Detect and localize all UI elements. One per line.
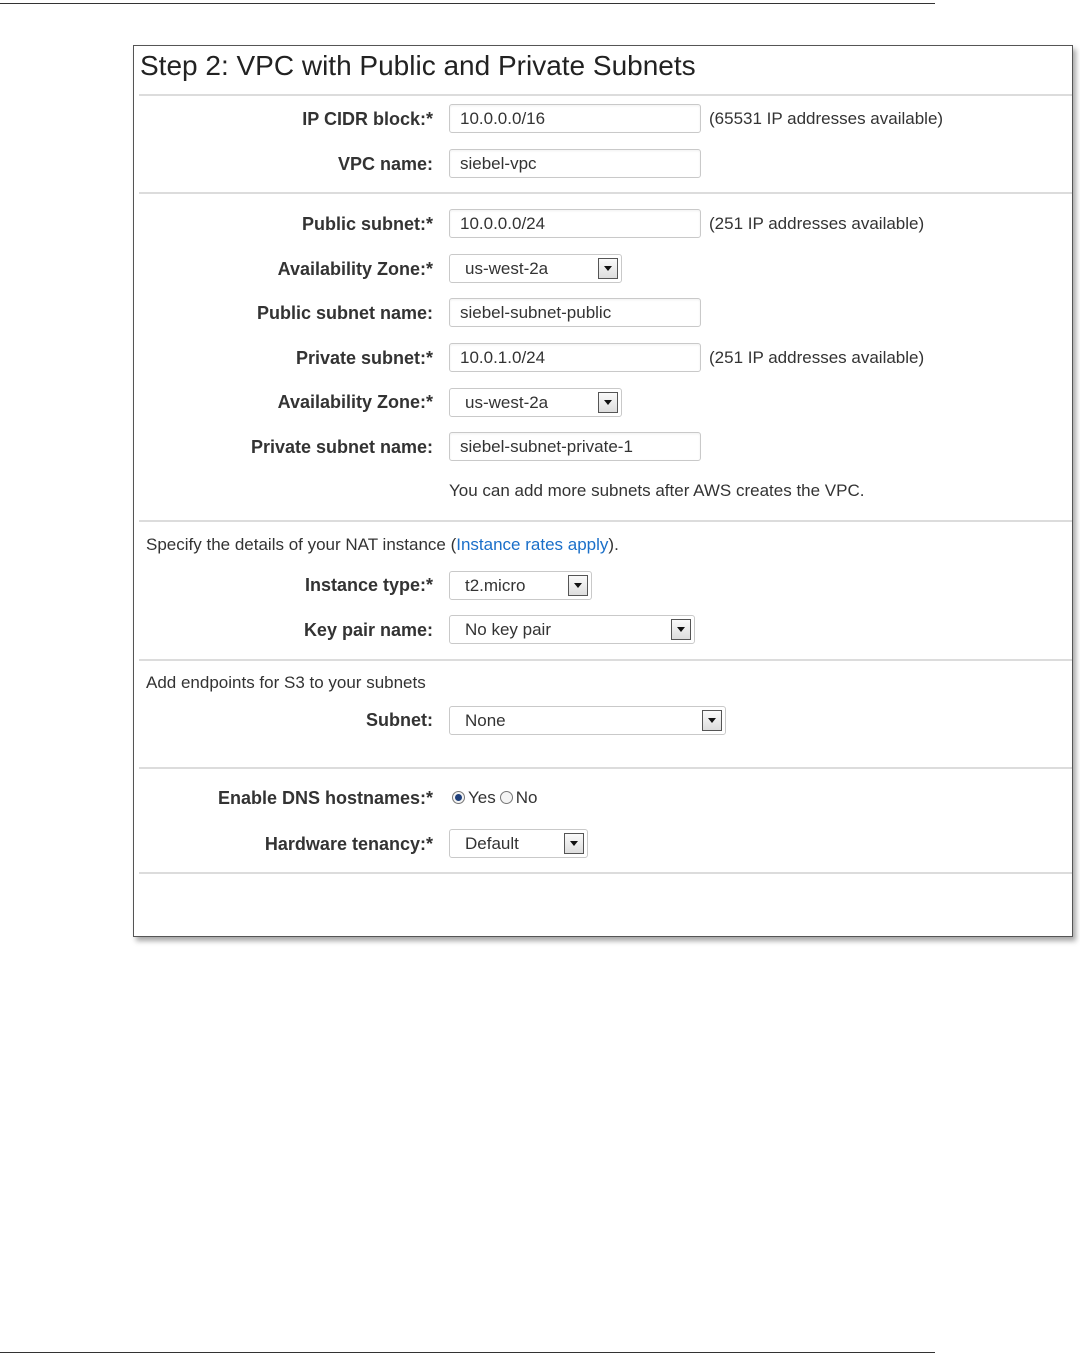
dns-yes-label[interactable]: Yes [468,788,496,807]
hardware-tenancy-label: Hardware tenancy:* [264,834,433,854]
endpoint-subnet-value: None [465,711,506,730]
chevron-down-icon[interactable] [702,710,722,731]
hardware-tenancy-value: Default [465,834,519,853]
public-az-value: us-west-2a [465,259,549,278]
public-subnet-name-label: Public subnet name: [256,303,433,323]
chevron-down-icon[interactable] [671,619,691,640]
private-subnet-input[interactable] [449,343,701,372]
chevron-down-icon[interactable] [598,392,618,413]
instance-type-value: t2.micro [465,576,526,595]
public-subnet-info: (251 IP addresses available) [709,214,925,233]
dns-no-label[interactable]: No [515,788,538,807]
dns-hostnames-radio-group [452,787,541,809]
private-subnet-name-label: Private subnet name: [250,437,433,457]
vpc-config-panel [133,45,1073,937]
public-subnet-input[interactable] [449,209,701,238]
endpoint-subnet-select[interactable] [449,706,726,735]
dns-yes-radio[interactable] [452,791,465,804]
section-divider [139,192,1072,194]
dns-hostnames-label: Enable DNS hostnames:* [217,788,433,808]
nat-intro-end: ). [608,535,619,554]
section-divider [139,767,1072,769]
cidr-block-info: (65531 IP addresses available) [709,109,944,128]
hardware-tenancy-select[interactable] [449,829,588,858]
key-pair-label: Key pair name: [303,620,433,640]
cidr-block-label: IP CIDR block:* [302,109,433,129]
vpc-name-input[interactable] [449,149,701,178]
private-subnet-label: Private subnet:* [295,348,433,368]
section-divider [139,659,1072,661]
chevron-down-icon[interactable] [598,258,618,279]
instance-type-label: Instance type:* [304,575,433,595]
public-subnet-label: Public subnet:* [301,214,433,234]
section-divider [139,872,1072,874]
key-pair-select[interactable] [449,615,695,644]
page-bottom-rule [0,1352,935,1353]
key-pair-value: No key pair [465,620,551,639]
public-subnet-name-input[interactable] [449,298,701,327]
private-az-label: Availability Zone:* [277,392,433,412]
section-divider [139,520,1072,522]
instance-type-select[interactable] [449,571,592,600]
public-az-label: Availability Zone:* [277,259,433,279]
section-divider [139,94,1072,96]
nat-intro-text: Specify the details of your NAT instance ( [146,535,457,554]
subnets-note: You can add more subnets after AWS creates the VPC. [449,481,865,500]
public-az-select[interactable] [449,254,622,283]
endpoint-subnet-label: Subnet: [366,710,433,730]
private-az-select[interactable] [449,388,622,417]
private-subnet-info: (251 IP addresses available) [709,348,925,367]
panel-title: Step 2: VPC with Public and Private Subnets [140,50,696,81]
cidr-block-input[interactable] [449,104,701,133]
chevron-down-icon[interactable] [568,575,588,596]
chevron-down-icon[interactable] [564,833,584,854]
nat-intro [146,535,619,555]
private-az-value: us-west-2a [465,393,549,412]
private-subnet-name-input[interactable] [449,432,701,461]
instance-rates-link[interactable]: Instance rates apply [456,535,609,554]
vpc-name-label: VPC name: [337,154,433,174]
endpoints-intro: Add endpoints for S3 to your subnets [146,673,426,692]
page-top-rule [0,3,935,4]
dns-no-radio[interactable] [500,791,513,804]
